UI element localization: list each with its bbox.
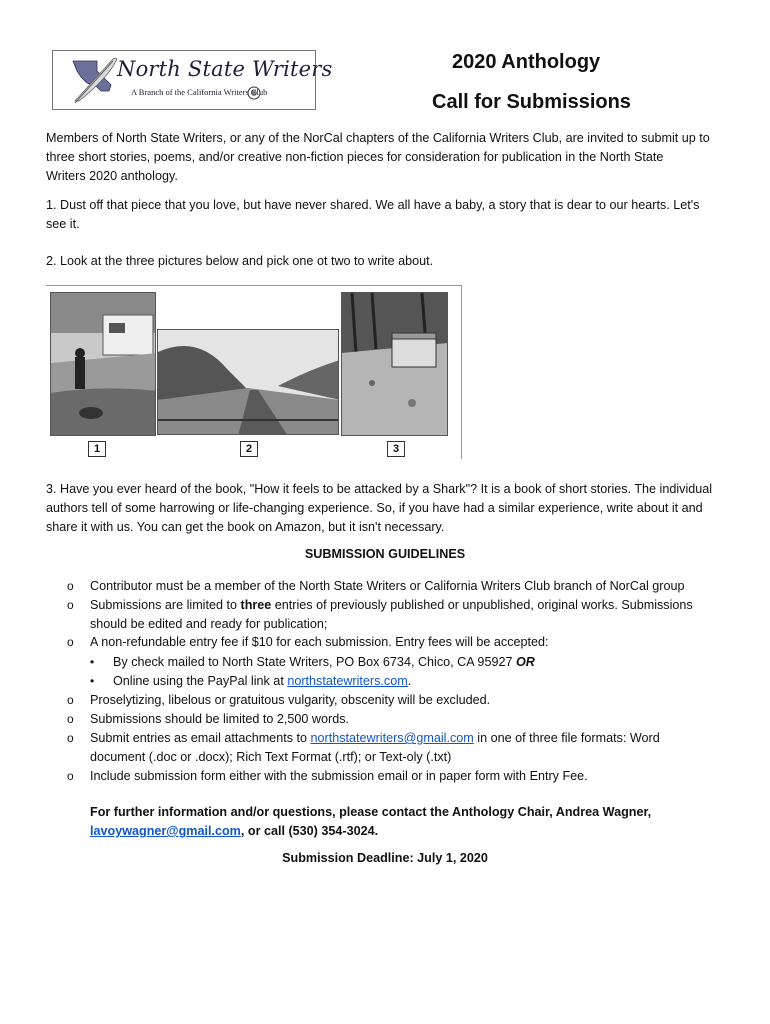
logo-name: North State Writers	[117, 57, 333, 81]
guideline-form: Include submission form either with the submission email or in paper form with Entry Fee.	[90, 769, 588, 783]
north-state-writers-logo	[52, 50, 333, 110]
emphasis-or: OR	[515, 655, 535, 669]
text-span: entries of previously published or unpublished, original works. Submissions	[271, 598, 693, 612]
text-span: Submit entries as email attachments to	[90, 731, 311, 745]
bullet-icon: o	[67, 693, 74, 707]
intro-line: three short stories, poems, and/or creative non-fiction pieces for consideration for publication in the North State	[46, 150, 664, 164]
text-span: in one of three file formats: Word	[473, 731, 660, 745]
bullet-dot-icon: •	[90, 674, 95, 688]
phone-text: , or call (530) 354-3024.	[240, 824, 379, 838]
guideline-content: Proselytizing, libelous or gratuitous vulgarity, obscenity will be excluded.	[90, 693, 491, 707]
intro-paragraph	[46, 129, 736, 186]
guidelines-heading: SUBMISSION GUIDELINES	[304, 547, 466, 561]
bullet-icon: o	[67, 712, 74, 726]
contact-info	[90, 803, 710, 841]
submission-deadline: Submission Deadline: July 1, 2020	[282, 851, 488, 865]
guideline-email	[90, 729, 730, 766]
text-span: By check mailed to North State Writers, PO Box 6734, Chico, CA 95927	[113, 655, 516, 669]
text-span: document (.doc or .docx); Rich Text Format (.rtf); or Text-oly (.txt)	[90, 749, 452, 764]
picture-2-foggy-road	[157, 329, 339, 435]
chair-email-link[interactable]: lavoywagner@gmail.com	[90, 824, 241, 838]
text-span: Submissions are limited to	[90, 598, 241, 612]
picture-strip	[46, 285, 462, 459]
prompt-2-paragraph: 2. Look at the three pictures below and pick one ot two to write about.	[46, 254, 434, 268]
logo-subtitle: A Branch of the California Writers Club	[131, 87, 268, 97]
bullet-icon: o	[67, 731, 74, 745]
bullet-icon: o	[67, 769, 74, 783]
emphasis-three: three	[240, 598, 272, 612]
fee-online	[113, 672, 723, 691]
picture-1-flooded-street	[50, 292, 156, 436]
bullet-dot-icon: •	[90, 655, 95, 669]
guideline-membership: Contributor must be a member of the North State Writers or California Writers Club branch of NorCal group	[90, 579, 685, 593]
picture-2-label: 2	[240, 441, 258, 457]
picture-3-dumpster-in-woods	[341, 292, 448, 436]
guideline-fee: A non-refundable entry fee if $10 for each submission. Entry fees will be accepted:	[90, 635, 549, 649]
text-span: should be edited and ready for publication;	[90, 616, 328, 631]
contact-line: For further information and/or questions, please contact the Anthology Chair, Andrea Wagner,	[90, 805, 652, 819]
page-title: 2020 Anthology	[452, 51, 601, 73]
guideline-word-limit: Submissions should be limited to 2,500 words.	[90, 712, 350, 726]
contact-line	[90, 822, 710, 841]
picture-1-label: 1	[88, 441, 106, 457]
guideline-limit	[90, 596, 730, 633]
bullet-icon: o	[67, 579, 74, 593]
intro-line: Writers 2020 anthology.	[46, 169, 178, 183]
submission-email-link[interactable]: northstatewriters@gmail.com	[310, 731, 474, 745]
website-link[interactable]: northstatewriters.com	[287, 674, 408, 688]
prompt-3-paragraph	[46, 480, 736, 537]
page-subtitle: Call for Submissions	[432, 91, 631, 113]
bullet-icon: o	[67, 635, 74, 649]
intro-line: Members of North State Writers, or any of the NorCal chapters of the California Writers Club, are invited to submit up to	[46, 131, 710, 145]
prompt-line: authors tell of some harrowing or life-changing experience. So, if you have had a similar experience, write about it and	[46, 501, 703, 515]
prompt-line: share it with us. You can get the book on Amazon, but it isn't necessary.	[46, 520, 445, 534]
fee-by-check	[113, 653, 723, 672]
prompt-line: 1. Dust off that piece that you love, but have never shared. We all have a baby, a story that is dear to our hearts. Let's	[46, 198, 700, 212]
text-span: Online using the PayPal link at	[113, 674, 288, 688]
text-span: .	[407, 674, 412, 688]
prompt-line: 3. Have you ever heard of the book, "How it feels to be attacked by a Shark"? It is a book of short stories. The individual	[46, 482, 713, 496]
prompt-1-paragraph	[46, 196, 736, 234]
bullet-icon: o	[67, 598, 74, 612]
picture-3-label: 3	[387, 441, 405, 457]
prompt-line: see it.	[46, 217, 80, 231]
